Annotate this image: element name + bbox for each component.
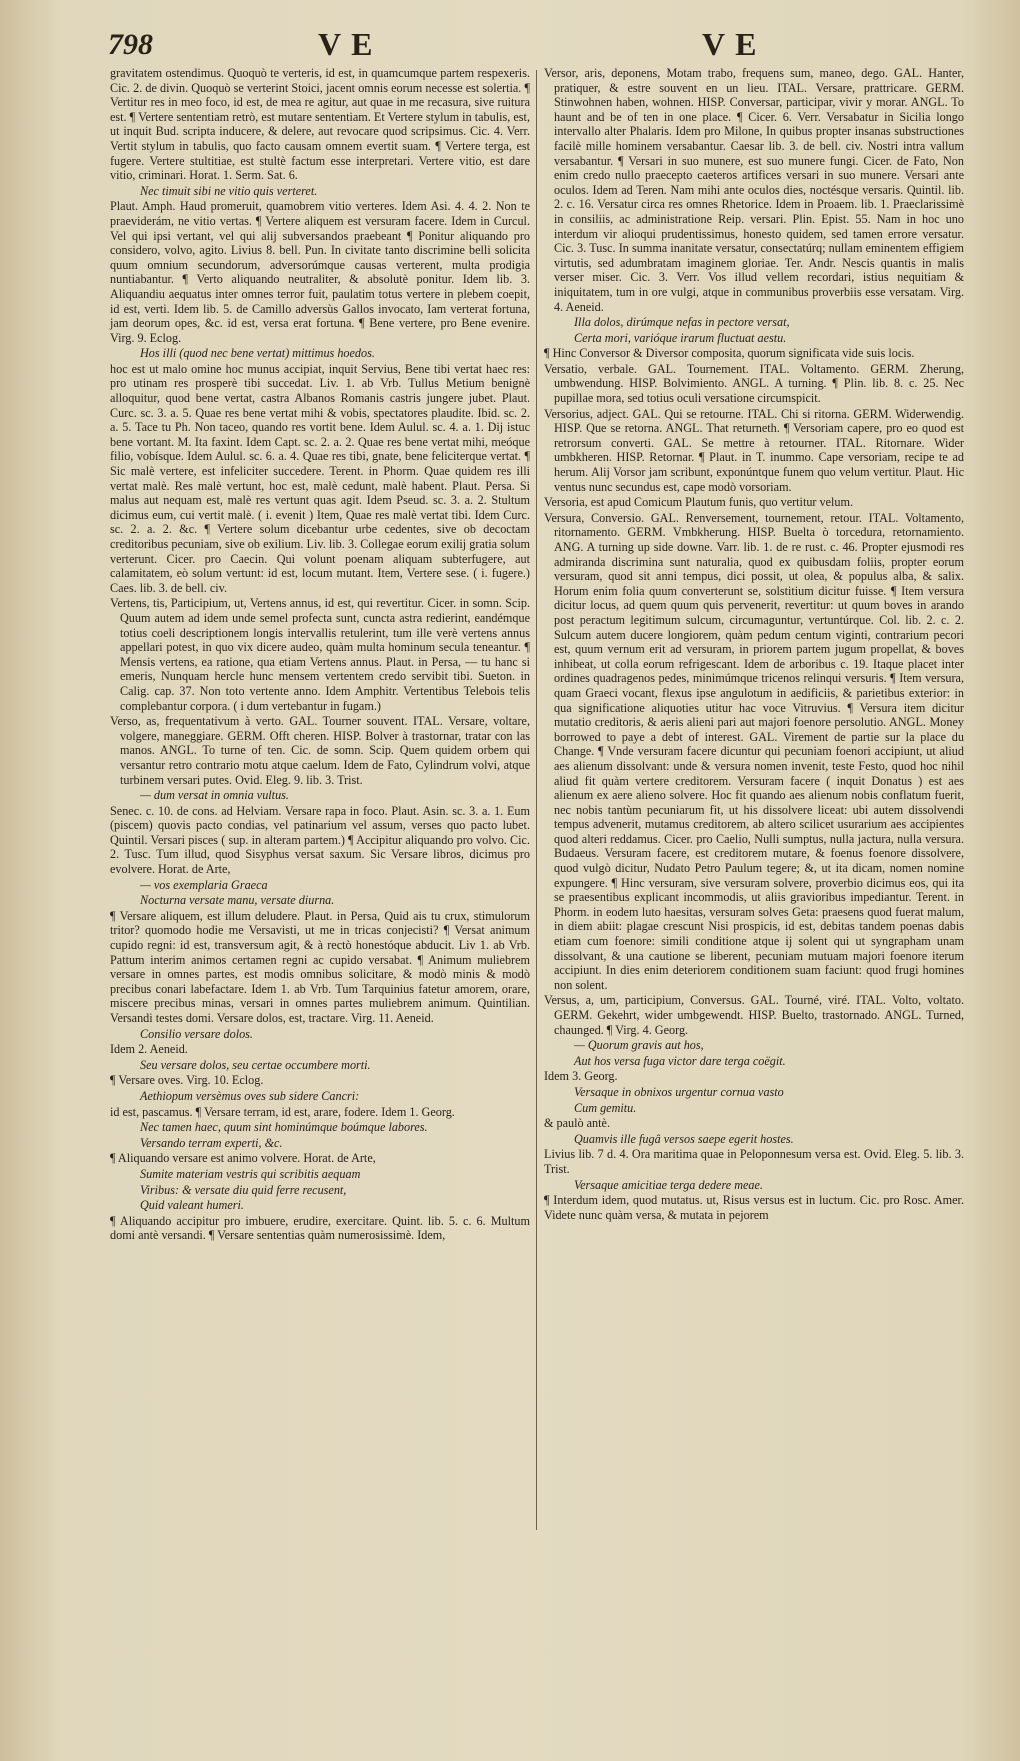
column-divider <box>536 70 537 1530</box>
running-headword-right: VE <box>702 26 767 62</box>
verse-quotation: Quid valeant humeri. <box>140 1198 244 1213</box>
verse-quotation: Consilio versare dolos. <box>140 1026 253 1041</box>
entry-text: Plaut. Amph. Haud promeruit, quamobrem vitio verteres. Idem Asi. 4. 4. 2. Non te praeviderám, ne vitio vertas. ¶ Vertere aliquem est versuram facere. Idem in Curcul. Vel qui ipsi vertant, vel qui alij subversandos praebeant ¶ Ponitur aliquando pro considero, volvo, agito. Livius 8. bell. Pun. In civitate tanto discrimine belli solicita quum omnium secundorum, adversorúmque causas verterent, multa prodigia nuntiabantur. ¶ Verto aliquando neutraliter, & absolutè ponitur. Idem lib. 3. Aliquandiu aequatus inter omnes terror fuit, paulatim totus vertere in plebem coepit, id est, verti. Idem lib. 5. de Camillo adversùs Gallos invocato, Iam verterat fortuna, jam deorum opes, &c. id est, versa erat fortuna. ¶ Bene vertere, pro Bene evenire. Virg. 9. Eclog. <box>110 199 530 345</box>
entry-text: ¶ Versare aliquem, est illum deludere. Plaut. in Persa, Quid ais tu crux, stimulorum tritor? quomodo hodie me Versavisti, ut me in tricas conjecisti? ¶ Versat animum cupido regni: id est, transversum agit, & à rectò honestóque abducit. Liv 1. ab Vrb. Pattum interim animos certamen regni ac cupido versabat. ¶ Animum muliebrem versare in omnes partes, est modis omnibus solicitare, & modò minis & modò precibus conari labefactare. Idem 1. ab Vrb. Tum Tarquinius fatetur amorem, orare, miscere precibus minas, versari in omnes partes muliebrem animum. Quintilian. Versandi testes domi. Versare dolos, est, tractare. Virg. 11. Aeneid. <box>110 908 530 1025</box>
entry-text: Senec. c. 10. de cons. ad Helviam. Versare rapa in foco. Plaut. Asin. sc. 3. a. 1. Eum (piscem) quovis pacto condias, vel patinarium vel assum, verses quo pacto lubet. Quintil. Versari pisces ( sup. in alteram partem.) ¶ Accipitur aliquando pro volvo. Cic. 2. Tusc. Tum illud, quod Sisyphus versat saxum. Sic Versare libros, dicimus pro evolvere. Horat. de Arte, <box>110 803 530 877</box>
verse-quotation: Certa mori, varióque irarum fluctuat aestu. <box>574 330 787 345</box>
entry-text: gravitatem ostendimus. Quoquò te verteris, id est, in quamcumque partem respexeris. Cic. 2. de divin. Quoquò se verterint Stoici, jacent omnis eorum necesse est solertia. ¶ Vertitur res in meo foco, id est, de mea re agitur, aut quae in me recasura, sive ruitura est. ¶ Vertere sententiam retrò, est mutare sententiam. Et Vertere stylum in tabulis, est, ut inquit Bud. scripta inducere, & delere, aut revocare quod scripsimus. Cic. 4. Verr. Vertit stylum in tabulis, quo facto causam omnem evertit suam. ¶ Vertere terga, est fugere. Vertere stultitiae, est stultè factum esse interpretari. Vertere vitio, est dare vitio, criminari. Horat. 1. Serm. Sat. 6. <box>110 66 530 183</box>
verse-quotation: Aethiopum versèmus oves sub sidere Cancri: <box>140 1088 360 1103</box>
verse-quotation: Quamvis ille fugâ versos saepe egerit hostes. <box>574 1131 794 1146</box>
entry-text: id est, pascamus. ¶ Versare terram, id est, arare, fodere. Idem 1. Georg. <box>110 1104 455 1119</box>
entry-text: ¶ Aliquando versare est animo volvere. Horat. de Arte, <box>110 1151 376 1166</box>
dictionary-entry: Vertens, tis, Participium, ut, Vertens annus, id est, qui revertitur. Cicer. in somn. Scip. Quum autem ad idem unde semel profecta sunt, cuncta astra redierint, eandémque totius coeli descriptionem longis intervallis retulerint, tum ille verè vertens annus appellari potest, in quo vix dicere audeo, quàm multa hominum secula teneantur. ¶ Mensis vertens, ea ratione, qua etiam Vertens annus. Plaut. in Persa, — tu hanc si emeris, Nunquam hercle hunc mensem vertentem credo servibit tibi. Sueton. in Calig. cap. 37. Non toto vertente anno. Idem Amphitr. Vertentibus Telebois telis complebantur corpora. ( i dum vertebantur in fugam.) <box>110 596 530 713</box>
verse-quotation: Hos illi (quod nec bene vertat) mittimus hoedos. <box>140 346 375 361</box>
entry-text: & paulò antè. <box>544 1116 610 1131</box>
verse-quotation: Nocturna versate manu, versate diurna. <box>140 893 335 908</box>
verse-quotation: Nec timuit sibi ne vitio quis verteret. <box>140 183 318 198</box>
dictionary-entry: Verso, as, frequentativum à verto. GAL. Tourner souvent. ITAL. Versare, voltare, volgere, maneggiare. GERM. Offt cheren. HISP. Bolver à trastornar, tratar con las manos. ANGL. To turne of ten. Cic. de somn. Scip. Quem quidem orbem qui versantur retro contrario motu atque caelum. Idem de Fato, Cylindrum volvi, atque turbinem versari putes. Ovid. Eleg. 9. lib. 3. Trist. <box>110 714 530 787</box>
dictionary-entry: Versor, aris, deponens, Motam trabo, frequens sum, maneo, dego. GAL. Hanter, pratiquer, & estre souvent en un lieu. ITAL. Versare, prattricare. GERM. Stinwohnen haben, wohnen. HISP. Conversar, participar, vivir y morar. ANGL. To haunt and be of ten in one place. ¶ Cicer. 6. Verr. Versabatur in Sicilia longo intervallo alter Phalaris. Idem pro Milone, In quibus propter insanas substructiones facilè mille hominem versabantur. Caesar lib. 3. de bell. civ. Nostri intra vallum versabantur. ¶ Versari in suo munere, est suo munere fungi. Cicer. de Fato, Non enim credo nullo praecepto caeteros artifices versari in suo munere. Versari ante oculos. Idem ad Teren. Nam mihi ante oculos dies, noctésque versaris. Quintil. lib. 2. c. 16. Versatur circa res omnes Rhetorice. Idem in Proaem. lib. 1. Praeclarissimè in consiliis, ac administratione Reip. versari. Plin. Epist. 55. Nam in hoc uno interdum vir alioqui prudentissimus, honesto quidem, sed tamen errore versatur. Cic. 3. Tusc. In summa inanitate versatur, consectatúrq; nullam eminentem effigiem virtutis, sed adumbratam imaginem gloriae. Ter. Andr. Nescis quantis in malis verser miser. Cic. 3. Verr. Vos illud vellem recordari, istius nequitiam & iniquitatem, tum in ore vulgi, atque in communibus proverbiis esse versatam. Virg. 4. Aeneid. <box>544 66 964 314</box>
entry-text: ¶ Versare oves. Virg. 10. Eclog. <box>110 1073 264 1088</box>
verse-quotation: Illa dolos, dirúmque nefas in pectore versat, <box>574 315 790 330</box>
entry-text: hoc est ut malo omine hoc munus accipiat, inquit Servius, Bene tibi vertat haec res: pro utinam res prosperè tibi succedat. Liv. 1. ab Vrb. Tullus Metium benignè alloquitur, quod bene vertat, castra Albanos Romanis castris jungere jubet. Plaut. Curc. sc. 3. a. 5. Quae res bene vertat mihi & vobis, spectatores plaudite. Ibid. sc. 2. a. 5. Tace tu Ph. Non taceo, quando res vortit bene. Idem Aulul. sc. 4. a. 1. Dij istuc bene vortant. M. Ita faxint. Idem Capt. sc. 2. a. 2. Quae res bene vertat mihi, meóque filio, vobísque. Idem Aulul. sc. 6. a. 4. Quae res tibi, gnate, bene feliciterque vertat. ¶ Sic malè vertere, est infeliciter succedere. Terent. in Phorm. Quae quidem res illi vertat malè. Res malè vertunt, hoc est, malè cedunt, malè habent. Plaut. Persa. Si malus aut nequam est, malè res vertunt quas agit. Idem Pseud. sc. 3. a. 2. Stultum dicimus eum, cui vertit malè. ( i. evenit ) Item, Quae res malè vertat tibi. Idem Curc. sc. 2. a. 2. &c. ¶ Vertere solum dicebantur urbe cedentes, sive ob decoctam creditoribus pecuniam, sive ob exilium. Liv. lib. 3. Collegae eorum exilij gratia solum verterunt. Cicer. pro Caecin. Qui volunt poenam aliquam subterfugere, aut calamitatem, eò solum vertunt: id est, locum mutant. Item, Vertere sese. ( i. fugere.) Caes. lib. 3. de bell. civ. <box>110 361 530 595</box>
verse-quotation: Versaque in obnixos urgentur cornua vasto <box>574 1084 784 1099</box>
entry-text: ¶ Aliquando accipitur pro imbuere, erudire, exercitare. Quint. lib. 5. c. 6. Multum domi antè versandi. ¶ Versare sententias quàm numerosissimè. Idem, <box>110 1213 530 1243</box>
verse-quotation: Cum gemitu. <box>574 1100 637 1115</box>
dictionary-entry: Versorius, adject. GAL. Qui se retourne. ITAL. Chi si ritorna. GERM. Widerwendig. HISP. Que se retorna. ANGL. That returneth. ¶ Versoriam capere, pro eo quod est retrorsum converti. GAL. Se mettre à retourner. ITAL. Ritornare. Wider umbkheren. HISP. Retornar. ¶ Plaut. in T. inummo. Cape versoriam, recipe te ad herum. Alij Vorsor jam scribunt, exponúntque funem quo velum vertitur. Plaut. Hic ventus nunc secundus est, cape modò vorsoriam. <box>544 406 964 494</box>
right-column <box>544 66 964 1223</box>
page-number: 798 <box>108 28 153 61</box>
dictionary-entry: Versura, Conversio. GAL. Renversement, tournement, retour. ITAL. Voltamento, ritornamento. GERM. Vmbkherung. HISP. Buelta ò torcedura, retornamiento. ANG. A turning up side downe. Varr. lib. 1. de re rust. c. 46. Propter ejusmodi res admiranda discrimina sunt naturalia, quod ex quibusdam foliis, propter eorum versuram, quod sit anni tempus, dici possit, ut olea, & populus alba, & salix. Horum enim folia quum converterunt se, solstitium dicitur fuisse. ¶ Item versura dicitur locus, ad quem quum quis pervenerit, revertitur: ut quum boves in arando post peractum legitimum sulcum, circumaguntur, vertuntúrque. Col. lib. 2. c. 2. Sulcum autem ducere longiorem, quàm pedum centum viginti, contrarium pecori est, quum vernum erit ad versuram, in priorem partem jugum propellat, & boves inhibeat, ut colla eorum refrigescant. Idem de arboribus c. 19. Itaque placet inter ordines quadragenos pedes, minimúmque tricenos relinqui versuris. ¶ Item versura, quam Graeci vocant, flexus ipse angulotum in aedificiis, & parietibus exterior: in qua significatione aliquoties utitur hac voce Vitruvius. ¶ Versura item dicitur mutatio creditoris, & aeris alieni pari aut majori foenore persolutio. ANGL. Money borrowed to paye a debt of interest. GAL. Virement de partie sur la place du Change. ¶ Vnde versuram facere dicuntur qui pecuniam foenori accipiunt, ut aliud aes alienum dissolvant: unde & versura nomen invenit, teste Festo, quod hoc nihil aliud fit quàm vertere creditorem. Versuram facere ( inquit Donatus ) est aes alienum ex aere alieno solvere. Hoc fit quando aes alienum nobis conflatum fuerit, nec nobis tantùm pecuniarum fit, ut his dissolvere liceat: ubi autem dissolvendi tempus advenerit, mutamus creditorem, ab altero scilicet usurarium aes accipientes quod alteri reddamus. Cicer. pro Caelio, Nulli sumptus, nulla jactura, nulla versura. Budaeus. Versuram facere, est creditorem mutare, & foenus foenore dissolvere, quod vulgò dicitur, Nudato Petro Paulum tegere; &, ut ita dicam, nomen nomine expungere. ¶ Hinc versuram, sive versuram solvere, proverbio dicimus eos, qui ita se praesentibus explicant incommodis, ut aliis gravioribus impediantur. Terent. in Phorm. in eodem luto haesitas, versuram solves Geta: praesens quod fuerat malum, in diem abiit: plagae crescunt Nisi prospicis, id est, debitas tandem poenas dabis etiam cum foenore: simili conditione atque ij solent qui ut syngrapham unam dissolvant, & una cautione se liberent, pecuniam mutuam majori foenore iterum accipiunt. In dies enim deteriorem conditionem suam faciunt: quod frugi homines non solent. <box>544 510 964 992</box>
dictionary-entry: Versus, a, um, participium, Conversus. GAL. Tourné, viré. ITAL. Volto, voltato. GERM. Gekehrt, wider umbgewendt. HISP. Buelto, trastornado. ANGL. Turned, chaunged. ¶ Virg. 4. Georg. <box>544 993 964 1037</box>
verse-quotation: — Quorum gravis aut hos, <box>574 1038 704 1053</box>
verse-quotation: Viribus: & versate diu quid ferre recusent, <box>140 1182 347 1197</box>
dictionary-entry: Versoria, est apud Comicum Plautum funis, quo vertitur velum. <box>544 495 854 510</box>
entry-text: ¶ Hinc Conversor & Diversor composita, quorum significata vide suis locis. <box>544 346 915 361</box>
entry-text: Idem 2. Aeneid. <box>110 1042 188 1057</box>
running-headword-left: VE <box>318 26 383 62</box>
page-header <box>0 22 1020 66</box>
verse-quotation: Sumite materiam vestris qui scribitis aequam <box>140 1166 361 1181</box>
verse-quotation: Nec tamen haec, quum sint hominúmque boúmque labores. <box>140 1120 428 1135</box>
entry-text: Livius lib. 7 d. 4. Ora maritima quae in Peloponnesum versa est. Ovid. Eleg. 5. lib. 3. Trist. <box>544 1147 964 1176</box>
verse-quotation: Seu versare dolos, seu certae occumbere morti. <box>140 1057 371 1072</box>
verse-quotation: Versando terram experti, &c. <box>140 1135 283 1150</box>
verse-quotation: Versaque amicitiae terga dedere meae. <box>574 1177 763 1192</box>
verse-quotation: Aut hos versa fuga victor dare terga coëgit. <box>574 1053 786 1068</box>
entry-text: ¶ Interdum idem, quod mutatus. ut, Risus versus est in luctum. Cic. pro Rosc. Amer. Videte nunc quàm versa, & mutata in pejorem <box>544 1193 964 1222</box>
entry-text: Idem 3. Georg. <box>544 1069 618 1084</box>
dictionary-entry: Versatio, verbale. GAL. Tournement. ITAL. Voltamento. GERM. Zherung, umbwendung. HISP. Bolvimiento. ANGL. A turning. ¶ Plin. lib. 8. c. 25. Nec pupillae mora, sed totius oculi versatione circumspicit. <box>544 361 964 406</box>
left-column <box>110 66 530 1244</box>
verse-quotation: — vos exemplaria Graeca <box>140 877 268 892</box>
verse-quotation: — dum versat in omnia vultus. <box>140 788 289 803</box>
